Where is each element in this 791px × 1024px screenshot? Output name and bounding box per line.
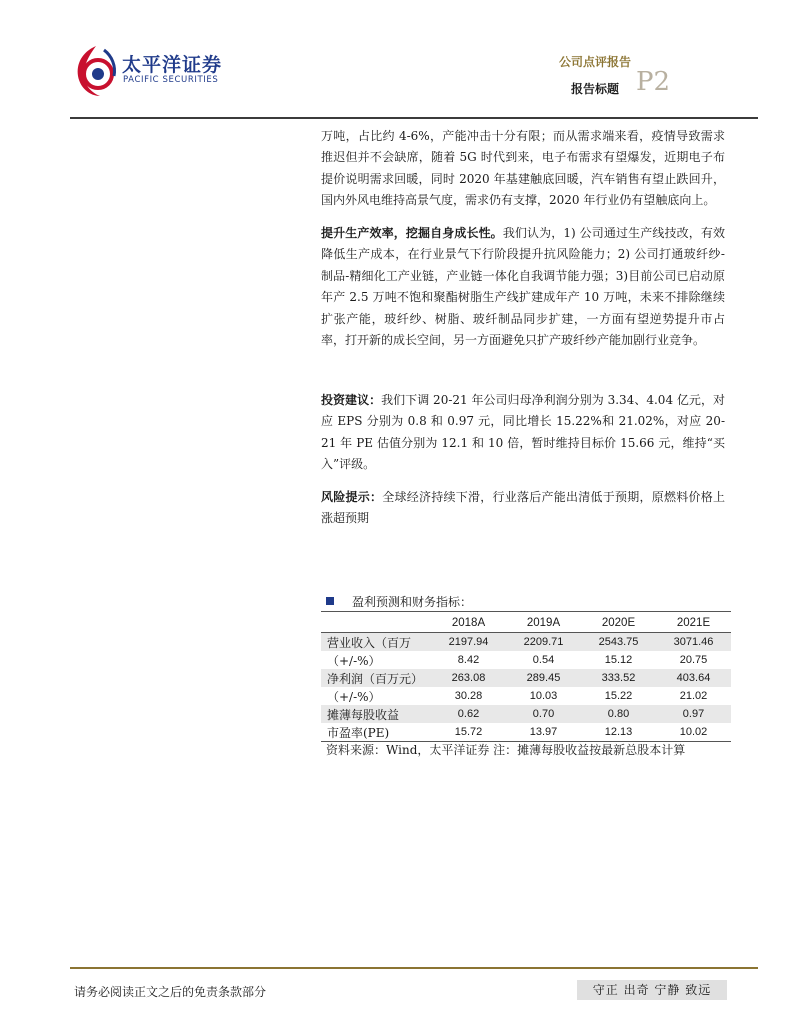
pacific-securities-logo-icon <box>74 42 118 100</box>
table-row <box>321 651 731 669</box>
company-logo <box>74 42 244 102</box>
table-title <box>326 593 472 610</box>
table-cell: 21.02 <box>679 690 708 702</box>
table-source-note: 资料来源：Wind，太平洋证券 注：摊薄每股收益按最新总股本计算 <box>326 743 686 757</box>
paragraph-efficiency-text: 我们认为，1) 公司通过生产线技改，有效降低生产成本，在行业景气下行阶段提升抗风险能力；2) 公司打通玻纤纱-制品-精细化工产业链，产业链一体化自我调节能力强；3)目前公司已启动原年产 2.5 万吨不饱和聚酯树脂生产线扩建成年产 10 万吨，未来不排除继续扩张产能，玻纤纱、树脂、玻纤制品同步扩建，一方面有望逆势提升市占率，打开新的成长空间，另一方面避免只扩产玻纤纱产能加剧行业竞争。 <box>321 226 725 348</box>
table-cell: 2197.94 <box>431 633 506 652</box>
row-label: 营业收入（百万 <box>321 633 431 652</box>
table-cell: 30.28 <box>454 690 483 702</box>
table-cell: 2209.71 <box>506 633 581 652</box>
table-cell: 0.97 <box>656 705 731 723</box>
paragraph-investment <box>321 390 725 476</box>
table-cell: 0.80 <box>581 705 656 723</box>
table-cell: 13.97 <box>529 726 558 738</box>
table-row <box>321 633 731 652</box>
logo-english-name: PACIFIC SECURITIES <box>123 75 219 85</box>
table-row <box>321 669 731 687</box>
table-cell: 15.12 <box>604 654 633 666</box>
table-header-row <box>321 614 731 633</box>
table-title-text: 盈利预测和财务指标： <box>352 595 473 609</box>
paragraph-demand <box>321 126 725 212</box>
paragraph-risk <box>321 487 725 530</box>
table-cell: 289.45 <box>506 669 581 687</box>
paragraph-investment-heading: 投资建议： <box>321 393 382 407</box>
footer-motto: 守正 出奇 宁静 致远 <box>577 980 727 1000</box>
square-bullet-icon <box>326 597 334 605</box>
table-row <box>321 687 731 705</box>
report-type: 公司点评报告 <box>558 55 631 69</box>
table-cell: 8.42 <box>457 654 480 666</box>
page-number: P2 <box>636 67 671 97</box>
table-cell: 0.54 <box>532 654 555 666</box>
table-cell: 15.72 <box>454 726 483 738</box>
table-row <box>321 723 731 742</box>
paragraph-efficiency <box>321 223 725 351</box>
table-cell: 3071.46 <box>656 633 731 652</box>
table-cell: 10.03 <box>529 690 558 702</box>
table-header-cell: 2021E <box>676 617 711 629</box>
table-header-cell: 2020E <box>601 617 636 629</box>
table-cell: 0.70 <box>506 705 581 723</box>
header-divider <box>70 117 758 119</box>
report-title-label: 报告标题 <box>570 82 619 96</box>
row-label: 净利润（百万元） <box>321 669 431 687</box>
table-cell: 403.64 <box>656 669 731 687</box>
table-cell: 20.75 <box>679 654 708 666</box>
logo-chinese-name: 太平洋证券 <box>122 54 223 76</box>
row-label: 摊薄每股收益 <box>321 705 431 723</box>
table-cell: 333.52 <box>581 669 656 687</box>
table-cell: 10.02 <box>679 726 708 738</box>
footer-disclaimer: 请务必阅读正文之后的免责条款部分 <box>74 985 267 999</box>
table-cell: 0.62 <box>431 705 506 723</box>
table-cell: 12.13 <box>604 726 633 738</box>
row-label: （+/-%） <box>327 653 381 668</box>
paragraph-efficiency-heading: 提升生产效率，挖掘自身成长性。 <box>321 226 503 240</box>
financial-table <box>321 614 731 742</box>
table-header-cell: 2018A <box>451 617 486 629</box>
row-label: （+/-%） <box>327 689 381 704</box>
paragraph-risk-text: 全球经济持续下滑，行业落后产能出清低于预期，原燃料价格上涨超预期 <box>321 490 725 526</box>
paragraph-investment-text: 我们下调 20-21 年公司归母净利润分别为 3.34、4.04 亿元，对应 EPS 分别为 0.8 和 0.97 元，同比增长 15.22%和 21.02%，对应 20-21 年 PE 估值分别为 12.1 和 10 倍，暂时维持目标价 15.66 元，维持“买入”评级。 <box>321 393 725 472</box>
table-cell: 15.22 <box>604 690 633 702</box>
row-label: 市盈率(PE) <box>327 725 390 740</box>
table-top-rule <box>321 611 731 612</box>
table-header-cell: 2019A <box>526 617 561 629</box>
table-header-cell <box>321 614 431 633</box>
table-cell: 263.08 <box>431 669 506 687</box>
footer-divider <box>70 967 758 969</box>
table-row <box>321 705 731 723</box>
paragraph-risk-heading: 风险提示： <box>321 490 383 504</box>
paragraph-demand-text: 万吨，占比约 4-6%，产能冲击十分有限；而从需求端来看，疫情导致需求推迟但并不会缺席，随着 5G 时代到来，电子布需求有望爆发，近期电子布提价说明需求回暖，同时 2020 年基建触底回暖，汽车销售有望止跌回升，国内外风电维持高景气度，需求仍有支撑，2020 年行业仍有望触底向上。 <box>321 129 725 208</box>
table-cell: 2543.75 <box>581 633 656 652</box>
